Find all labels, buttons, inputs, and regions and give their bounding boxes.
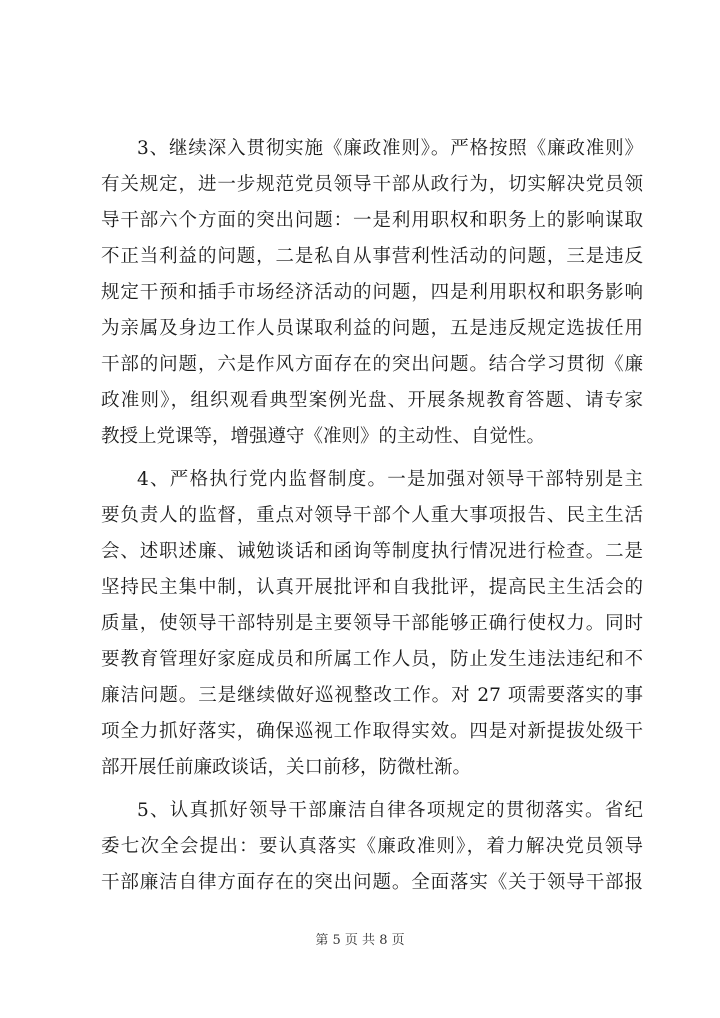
paragraph-line: 3、继续深入贯彻实施《廉政准则》。严格按照《廉政准则》 [137,138,643,159]
paragraph-item-3 [101,131,643,455]
paragraph-line: 导干部六个方面的突出问题：一是利用职权和职务上的影响谋取 [101,210,643,231]
paragraph-line: 项全力抓好落实，确保巡视工作取得实效。四是对新提拔处级干 [101,721,643,742]
paragraph-line: 会、述职述廉、诫勉谈话和函询等制度执行情况进行检查。二是 [101,541,643,562]
paragraph-line: 规定干预和插手市场经济活动的问题，四是利用职权和职务影响 [101,282,643,303]
paragraph-line: 教授上党课等，增强遵守《准则》的主动性、自觉性。 [101,426,546,447]
paragraph-line: 委七次全会提出：要认真落实《廉政准则》，着力解决党员领导 [101,836,643,857]
paragraph-item-5 [101,793,643,901]
paragraph-line: 4、严格执行党内监督制度。一是加强对领导干部特别是主 [137,469,643,490]
paragraph-line: 坚持民主集中制，认真开展批评和自我批评，提高民主生活会的 [101,577,643,598]
paragraph-line: 政准则》，组织观看典型案例光盘、开展条规教育答题、请专家 [101,390,643,411]
paragraph-spacing [101,455,643,462]
paragraph-line: 干部廉洁自律方面存在的突出问题。全面落实《关于领导干部报 [101,872,643,893]
paragraph-line: 干部的问题，六是作风方面存在的突出问题。结合学习贯彻《廉 [101,354,643,375]
paragraph-line: 有关规定，进一步规范党员领导干部从政行为，切实解决党员领 [101,174,643,195]
page-number-footer: 第 5 页 共 8 页 [315,933,405,948]
document-body [101,131,643,901]
paragraph-line: 5、认真抓好领导干部廉洁自律各项规定的贯彻落实。省纪 [137,800,643,821]
paragraph-line: 要教育管理好家庭成员和所属工作人员，防止发生违法违纪和不 [101,649,643,670]
paragraph-item-4 [101,462,643,786]
paragraph-line: 不正当利益的问题，二是私自从事营利性活动的问题，三是违反 [101,246,643,267]
paragraph-line: 部开展任前廉政谈话，关口前移，防微杜渐。 [101,757,472,778]
paragraph-line: 为亲属及身边工作人员谋取利益的问题，五是违反规定选拔任用 [101,318,643,339]
paragraph-line: 要负责人的监督，重点对领导干部个人重大事项报告、民主生活 [101,505,643,526]
paragraph-line: 廉洁问题。三是继续做好巡视整改工作。对 27 项需要落实的事 [101,685,643,706]
paragraph-line: 质量，使领导干部特别是主要领导干部能够正确行使权力。同时 [101,613,643,634]
paragraph-spacing [101,786,643,793]
